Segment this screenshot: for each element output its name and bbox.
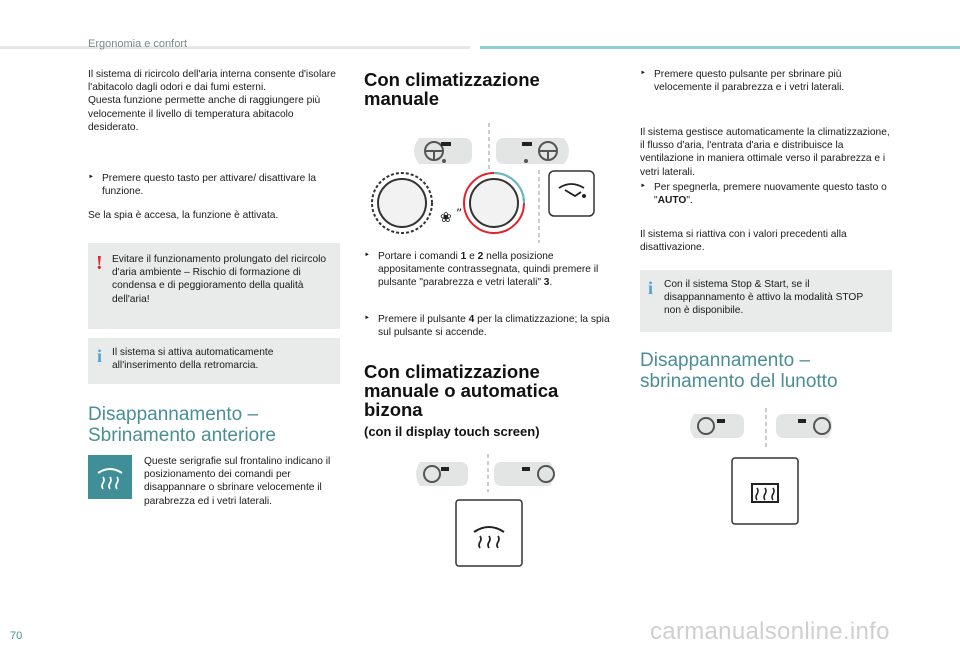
bullet-press-defrost: ‣ Premere questo pulsante per sbrinare più velocemente il parabrezza e i vetri laterali. xyxy=(640,68,845,94)
manual-ac-panel-illustration xyxy=(364,118,614,248)
bullet-arrow-icon: ‣ xyxy=(640,181,646,192)
svg-text:„: „ xyxy=(456,199,463,213)
front-defrost-text: Queste serigrafie sul frontalino indicano il posizionamento dei comandi per disappannare o sbrinare velocemente il parabrezza ed i vetri laterali. xyxy=(144,456,331,507)
intro-paragraph: Il sistema di ricircolo dell'aria interna consente d'isolare l'abitacolo dagli odori e dai fumi esterni. Questa funzione permette anche di raggiungere più velocemente il livello di temperatura abitacolo desiderato. xyxy=(88,69,336,133)
defrost-symbol-right-icon xyxy=(496,138,569,164)
watermark: carmanualsonline.info xyxy=(650,618,890,645)
header-bar-gray xyxy=(0,46,470,49)
rear-defrost-illustration xyxy=(680,408,860,538)
bullet-switch-off: ‣ Per spegnerla, premere nuovamente questo tasto o "AUTO". xyxy=(640,181,887,207)
bullet-recirc: ‣ Premere questo tasto per attivare/ disattivare la funzione. xyxy=(88,172,317,198)
bullet-arrow-icon: ‣ xyxy=(364,250,370,261)
warning-icon: ! xyxy=(96,252,103,274)
fan-knob-icon xyxy=(372,173,452,233)
header-bar-accent xyxy=(480,46,960,49)
heading-rear-defrost: Disappannamento – sbrinamento del lunotto xyxy=(640,350,838,392)
bullet-arrow-icon: ‣ xyxy=(640,68,646,79)
warning-box: ! Evitare il funzionamento prolungato del ricircolo d'aria ambiente – Rischio di formazione di condensa e di peggioramento della qualità dell'aria! xyxy=(88,243,340,329)
bullet-turn-knobs: ‣ Portare i comandi 1 e 2 nella posizione appositamente contrassegnata, quindi premere il pulsante "parabrezza e vetri laterali" 3. xyxy=(364,250,599,289)
touch-screen-defrost-illustration xyxy=(400,452,580,572)
bullet-arrow-icon: ‣ xyxy=(88,172,94,183)
info-icon: i xyxy=(97,346,103,366)
info-box-stop-start: i Con il sistema Stop & Start, se il disappannamento è attivo la modalità STOP non è disponibile. xyxy=(640,270,892,332)
bullet-arrow-icon: ‣ xyxy=(364,313,370,324)
page-number: 70 xyxy=(10,630,23,642)
svg-text:❀: ❀ xyxy=(440,210,452,226)
windscreen-button-icon xyxy=(549,171,594,216)
info-box-reverse: i Il sistema si attiva automaticamente all'inserimento della retromarcia. xyxy=(88,338,340,384)
auto-system-paragraph: Il sistema gestisce automaticamente la climatizzazione, il flusso d'aria, l'entrata d'aria e distribuisce la ventilazione in maniera ottimale verso il parabrezza e i vetri laterali. xyxy=(640,127,890,178)
bullet-press-ac: ‣ Premere il pulsante 4 per la climatizzazione; la spia sul pulsante si accende. xyxy=(364,313,610,339)
reactivation-paragraph: Il sistema si riattiva con i valori precedenti alla disattivazione. xyxy=(640,229,847,254)
section-title: Ergonomia e confort xyxy=(88,38,188,50)
defrost-symbol-left-icon xyxy=(414,138,472,164)
info-icon: i xyxy=(648,278,654,298)
front-defrost-icon xyxy=(88,455,132,499)
temperature-knob-icon xyxy=(456,173,524,233)
recirc-note: Se la spia è accesa, la funzione è attivata. xyxy=(88,210,279,221)
subheading-touch-screen: (con il display touch screen) xyxy=(364,424,540,439)
heading-auto-ac: Con climatizzazione manuale o automatica bizona xyxy=(364,361,559,420)
heading-front-defrost: Disappannamento – Sbrinamento anteriore xyxy=(88,404,276,446)
heading-manual-ac: Con climatizzazione manuale xyxy=(364,69,540,109)
